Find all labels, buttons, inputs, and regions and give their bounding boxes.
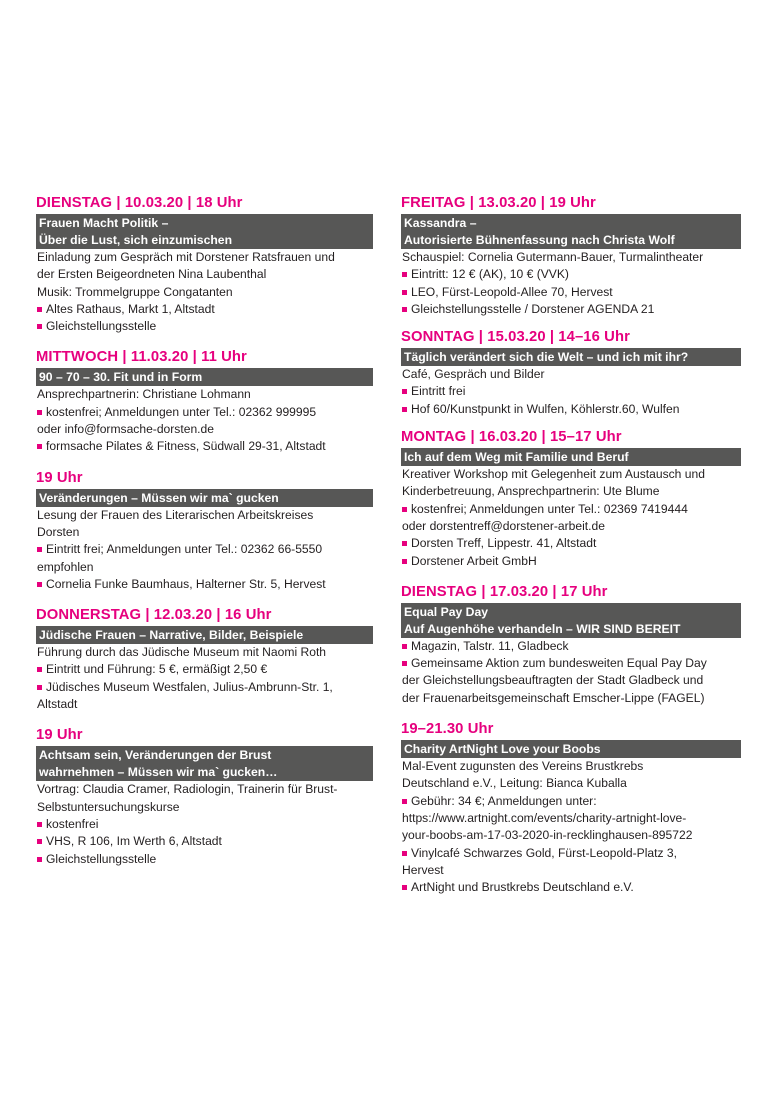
event-title-bar	[36, 626, 373, 644]
event-detail-line: Hervest	[402, 862, 444, 877]
event-time-heading: 19 Uhr	[36, 469, 83, 486]
event-detail-line: Musik: Trommelgruppe Congatanten	[37, 284, 233, 299]
event-detail-line: empfohlen	[37, 559, 94, 574]
event-block	[36, 192, 373, 335]
event-title: Über die Lust, sich einzumischen	[39, 233, 233, 247]
event-title: Charity ArtNight Love your Boobs	[404, 742, 601, 757]
event-title-bar	[401, 448, 741, 466]
event-details	[401, 638, 741, 707]
event-details	[401, 466, 741, 570]
bullet-line: Dorstener Arbeit GmbH	[402, 553, 741, 570]
event-title: Täglich verändert sich die Welt – und ich mit ihr?	[404, 350, 689, 365]
event-block	[401, 718, 741, 896]
bullet-line: LEO, Fürst-Leopold-Allee 70, Hervest	[402, 284, 741, 301]
event-block	[36, 467, 373, 593]
left-column	[36, 192, 373, 868]
bullet-line: Eintritt frei	[402, 383, 741, 400]
event-block	[401, 581, 741, 707]
event-date-heading: MITTWOCH | 11.03.20 | 11 Uhr	[36, 349, 247, 366]
event-time-heading: 19 Uhr	[36, 727, 83, 744]
event-detail-line: Selbstuntersuchungskurse	[37, 799, 180, 814]
bullet-line: Hof 60/Kunstpunkt in Wulfen, Köhlerstr.60, Wulfen	[402, 401, 741, 418]
event-detail-line: Ansprechpartnerin: Christiane Lohmann	[37, 387, 251, 402]
event-block	[401, 326, 741, 418]
event-detail-line: der Frauenarbeitsgemeinschaft Emscher-Lippe (FAGEL)	[402, 690, 705, 705]
event-detail-line: Schauspiel: Cornelia Gutermann-Bauer, Turmalintheater	[402, 250, 704, 264]
event-title: Achtsam sein, Veränderungen der Brust	[39, 748, 272, 763]
event-detail-line: Lesung der Frauen des Literarischen Arbeitskreises	[37, 507, 314, 522]
event-title: Veränderungen – Müssen wir ma` gucken	[39, 490, 279, 505]
bullet-line: Cornelia Funke Baumhaus, Halterner Str. 5, Hervest	[37, 576, 373, 593]
bullet-line: Magazin, Talstr. 11, Gladbeck	[402, 638, 741, 655]
bullet-line: Gebühr: 34 €; Anmeldungen unter:	[402, 793, 741, 810]
event-title-bar	[36, 489, 373, 507]
event-title: Autorisierte Bühnenfassung nach Christa Wolf	[404, 233, 675, 247]
event-title-bar	[401, 214, 741, 249]
event-detail-line: Vortrag: Claudia Cramer, Radiologin, Trainerin für Brust-	[37, 782, 338, 797]
event-link-line: your-boobs-am-17-03-2020-in-recklinghausen-895722	[402, 828, 693, 843]
event-title-bar	[401, 348, 741, 366]
event-detail-line: der Gleichstellungsbeauftragten der Stadt Gladbeck und	[402, 673, 704, 688]
event-date-heading: FREITAG | 13.03.20 | 19 Uhr	[401, 195, 596, 211]
event-date-heading: SONNTAG | 15.03.20 | 14–16 Uhr	[401, 329, 630, 346]
bullet-line: Eintritt und Führung: 5 €, ermäßigt 2,50 €	[37, 661, 373, 678]
event-details	[401, 366, 741, 418]
bullet-line: VHS, R 106, Im Werth 6, Altstadt	[37, 833, 373, 850]
event-title: Ich auf dem Weg mit Familie und Beruf	[404, 450, 629, 465]
bullet-line: Gleichstellungsstelle	[37, 318, 373, 335]
bullet-line: Eintritt frei; Anmeldungen unter Tel.: 02362 66-5550	[37, 541, 373, 558]
event-time-heading: 19–21.30 Uhr	[401, 721, 494, 738]
event-title: 90 – 70 – 30. Fit und in Form	[39, 370, 203, 385]
event-title: Jüdische Frauen – Narrative, Bilder, Beispiele	[39, 628, 304, 643]
event-detail-line: Deutschland e.V., Leitung: Bianca Kuballa	[402, 776, 627, 791]
event-detail-line: Café, Gespräch und Bilder	[402, 367, 545, 382]
event-date-heading: DIENSTAG | 17.03.20 | 17 Uhr	[401, 583, 608, 600]
event-title: Auf Augenhöhe verhandeln – WIR SIND BEREIT	[404, 621, 681, 636]
event-details	[36, 249, 373, 335]
event-block	[36, 724, 373, 867]
event-title: Frauen Macht Politik –	[39, 216, 169, 230]
bullet-line: Dorsten Treff, Lippestr. 41, Altstadt	[402, 535, 741, 552]
right-column	[401, 192, 741, 896]
event-date-heading: MONTAG | 16.03.20 | 15–17 Uhr	[401, 429, 622, 446]
bullet-line: Jüdisches Museum Westfalen, Julius-Ambrunn-Str. 1,	[37, 679, 373, 696]
event-title: Kassandra –	[404, 216, 477, 230]
bullet-line: Vinylcafé Schwarzes Gold, Fürst-Leopold-Platz 3,	[402, 845, 741, 862]
event-details	[401, 249, 741, 318]
event-title: wahrnehmen – Müssen wir ma` gucken…	[39, 765, 278, 780]
event-detail-line: Führung durch das Jüdische Museum mit Naomi Roth	[37, 645, 327, 660]
event-title-bar	[36, 746, 373, 781]
event-details	[36, 781, 373, 867]
event-detail-line: Altstadt	[37, 697, 78, 712]
bullet-line: formsache Pilates & Fitness, Südwall 29-31, Altstadt	[37, 438, 373, 455]
bullet-line: Gemeinsame Aktion zum bundesweiten Equal Pay Day	[402, 655, 741, 672]
bullet-line: Eintritt: 12 € (AK), 10 € (VVK)	[402, 266, 741, 283]
event-detail-line: Kreativer Workshop mit Gelegenheit zum Austausch und	[402, 467, 705, 482]
event-link-line: https://www.artnight.com/events/charity-artnight-love-	[402, 810, 687, 825]
event-detail-line: oder dorstentreff@dorstener-arbeit.de	[402, 518, 605, 533]
event-date-heading: DIENSTAG | 10.03.20 | 18 Uhr	[36, 195, 243, 211]
bullet-line: kostenfrei; Anmeldungen unter Tel.: 02362 999995	[37, 404, 373, 421]
bullet-line: kostenfrei	[37, 816, 373, 833]
event-detail-line: oder info@formsache-dorsten.de	[37, 422, 214, 437]
event-details	[36, 644, 373, 713]
event-block	[401, 426, 741, 570]
event-detail-line: Kinderbetreuung, Ansprechpartnerin: Ute Blume	[402, 484, 660, 499]
event-block	[36, 346, 373, 455]
event-details	[36, 386, 373, 455]
event-title-bar	[36, 368, 373, 386]
event-block	[401, 192, 741, 318]
event-date-heading: DONNERSTAG | 12.03.20 | 16 Uhr	[36, 607, 272, 624]
event-title-bar	[401, 603, 741, 638]
event-title: Equal Pay Day	[404, 604, 488, 619]
event-detail-line: Einladung zum Gespräch mit Dorstener Ratsfrauen und	[37, 250, 335, 264]
event-detail-line: Mal-Event zugunsten des Vereins Brustkrebs	[402, 759, 644, 774]
event-detail-line: Dorsten	[37, 524, 80, 539]
event-details	[401, 758, 741, 896]
bullet-line: ArtNight und Brustkrebs Deutschland e.V.	[402, 879, 741, 896]
event-block	[36, 604, 373, 713]
event-title-bar	[36, 214, 373, 249]
bullet-line: Altes Rathaus, Markt 1, Altstadt	[37, 301, 373, 318]
bullet-line: kostenfrei; Anmeldungen unter Tel.: 02369 7419444	[402, 501, 741, 518]
bullet-line: Gleichstellungsstelle	[37, 851, 373, 868]
event-details	[36, 507, 373, 593]
event-detail-line: der Ersten Beigeordneten Nina Laubenthal	[37, 267, 267, 282]
event-title-bar	[401, 740, 741, 758]
bullet-line: Gleichstellungsstelle / Dorstener AGENDA 21	[402, 301, 741, 318]
